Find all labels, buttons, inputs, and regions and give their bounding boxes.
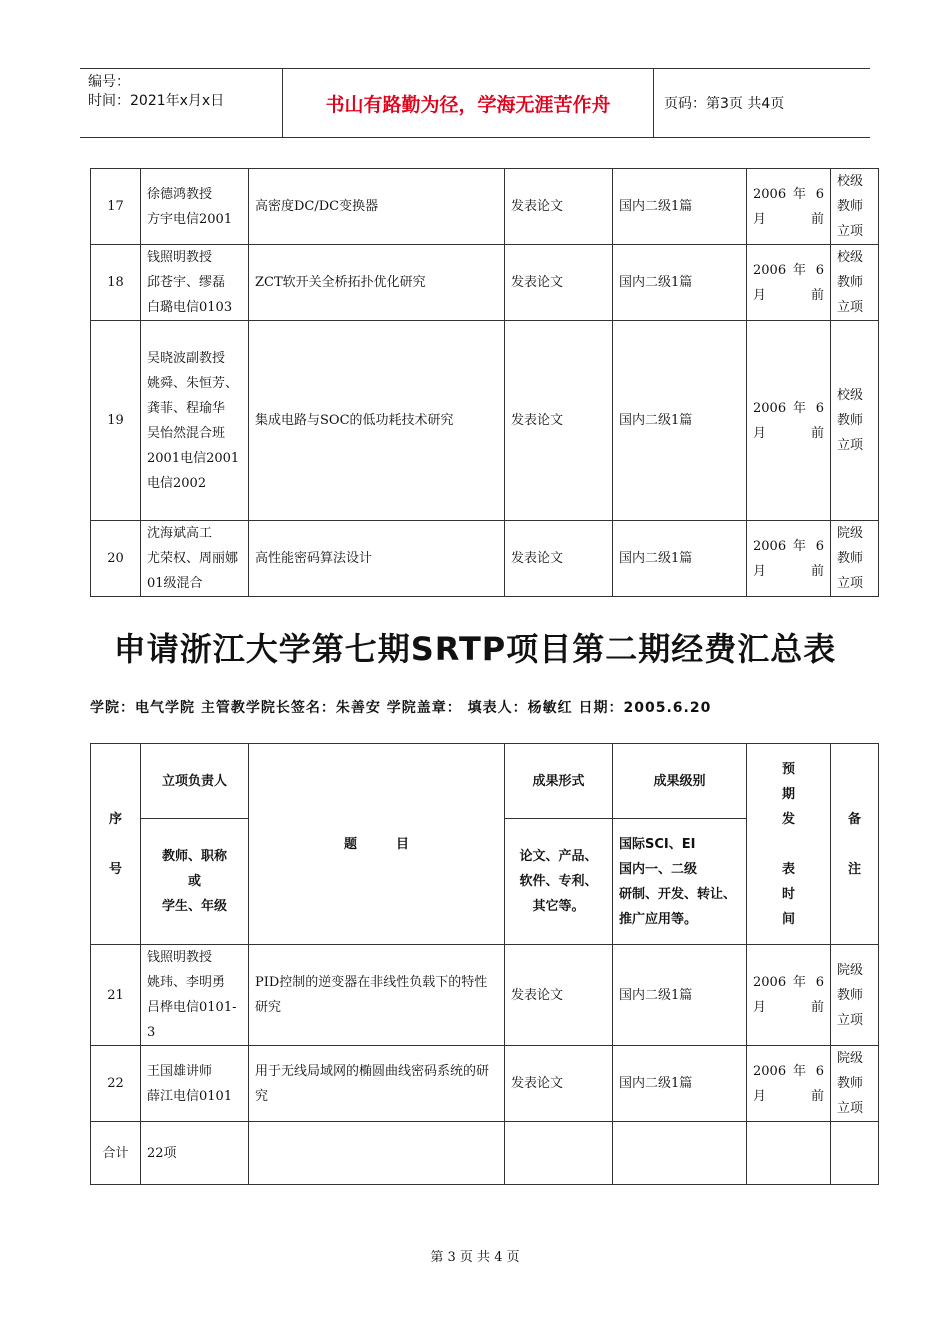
header-form-sub: 论文、产品、 软件、专利、 其它等。	[505, 819, 613, 945]
header-form: 成果形式	[505, 744, 613, 819]
row-topic: PID控制的逆变器在非线性负载下的特性研究	[249, 945, 505, 1046]
header-time: 预 期 发 表 时 间	[747, 744, 831, 945]
total-label: 合计	[91, 1122, 141, 1185]
form-meta-line: 学院：电气学院 主管教学院长签名：朱善安 学院盖章： 填表人：杨敏红 日期：2005.6.20	[90, 700, 712, 716]
row-no: 19	[91, 321, 141, 521]
row-no: 21	[91, 945, 141, 1046]
empty-cell	[747, 1122, 831, 1185]
row-level: 国内二级1篇	[613, 245, 747, 321]
table-summary	[90, 743, 879, 1185]
row-form: 发表论文	[505, 321, 613, 521]
row-note: 校级教师立项	[831, 321, 879, 521]
table-row	[91, 521, 879, 597]
header-note: 备 注	[831, 744, 879, 945]
row-form: 发表论文	[505, 245, 613, 321]
row-time: 2006 年 6 月前	[747, 521, 831, 597]
row-form: 发表论文	[505, 945, 613, 1046]
row-note: 院级教师立项	[831, 521, 879, 597]
total-value: 22项	[141, 1122, 249, 1185]
row-topic: ZCT软开关全桥拓扑优化研究	[249, 245, 505, 321]
row-no: 18	[91, 245, 141, 321]
row-topic: 集成电路与SOC的低功耗技术研究	[249, 321, 505, 521]
row-time: 2006 年 6 月前	[747, 1046, 831, 1122]
row-time: 2006 年 6 月前	[747, 945, 831, 1046]
header-level: 成果级别	[613, 744, 747, 819]
row-topic: 高性能密码算法设计	[249, 521, 505, 597]
number-label: 编号：	[88, 74, 130, 90]
row-no: 22	[91, 1046, 141, 1122]
page-title: 申请浙江大学第七期SRTP项目第二期经费汇总表	[113, 630, 837, 668]
header-leader: 立项负责人	[141, 744, 249, 819]
empty-cell	[249, 1122, 505, 1185]
header-leader-sub: 教师、职称 或 学生、年级	[141, 819, 249, 945]
row-note: 校级教师立项	[831, 169, 879, 245]
row-topic: 用于无线局域网的椭圆曲线密码系统的研究	[249, 1046, 505, 1122]
table-row	[91, 945, 879, 1046]
row-level: 国内二级1篇	[613, 169, 747, 245]
row-leader: 王国雄讲师 薛江电信0101	[141, 1046, 249, 1122]
header-motto: 书山有路勤为径，学海无涯苦作舟	[282, 69, 654, 137]
table-row	[91, 1046, 879, 1122]
empty-cell	[505, 1122, 613, 1185]
table-row	[91, 245, 879, 321]
row-no: 20	[91, 521, 141, 597]
row-time: 2006 年 6 月前	[747, 245, 831, 321]
time-label: 时间：2021年x月x日	[88, 93, 225, 109]
row-level: 国内二级1篇	[613, 1046, 747, 1122]
row-level: 国内二级1篇	[613, 321, 747, 521]
row-leader: 沈海斌高工 尤荣权、周丽娜01级混合	[141, 521, 249, 597]
row-leader: 钱照明教授 邱苍宇、缪磊 白璐电信0103	[141, 245, 249, 321]
empty-cell	[613, 1122, 747, 1185]
row-form: 发表论文	[505, 521, 613, 597]
header-topic: 题 目	[249, 744, 505, 945]
row-time: 2006 年 6 月前	[747, 169, 831, 245]
row-note: 院级教师立项	[831, 1046, 879, 1122]
header-left	[88, 73, 280, 111]
total-row	[91, 1122, 879, 1185]
row-note: 院级教师立项	[831, 945, 879, 1046]
row-leader: 钱照明教授 姚玮、李明勇 吕桦电信0101-3	[141, 945, 249, 1046]
empty-cell	[831, 1122, 879, 1185]
row-form: 发表论文	[505, 169, 613, 245]
table-top	[90, 168, 879, 597]
page-header	[80, 68, 870, 138]
table-row	[91, 169, 879, 245]
page-footer: 第 3 页 共 4 页	[430, 1250, 520, 1265]
row-time: 2006 年 6 月前	[747, 321, 831, 521]
row-leader: 吴晓波副教授 姚舜、朱恒芳、 龚菲、程瑜华 吴怡然混合班2001电信2001 电信2002	[141, 321, 249, 521]
header-page-info: 页码：第3页 共4页	[664, 96, 785, 112]
row-level: 国内二级1篇	[613, 945, 747, 1046]
header-row	[91, 744, 879, 819]
row-topic: 高密度DC/DC变换器	[249, 169, 505, 245]
row-level: 国内二级1篇	[613, 521, 747, 597]
header-no: 序 号	[91, 744, 141, 945]
row-note: 校级教师立项	[831, 245, 879, 321]
header-level-sub: 国际SCI、EI 国内一、二级 研制、开发、转让、推广应用等。	[613, 819, 747, 945]
row-form: 发表论文	[505, 1046, 613, 1122]
table-row	[91, 321, 879, 521]
row-no: 17	[91, 169, 141, 245]
row-leader: 徐德鸿教授 方宇电信2001	[141, 169, 249, 245]
